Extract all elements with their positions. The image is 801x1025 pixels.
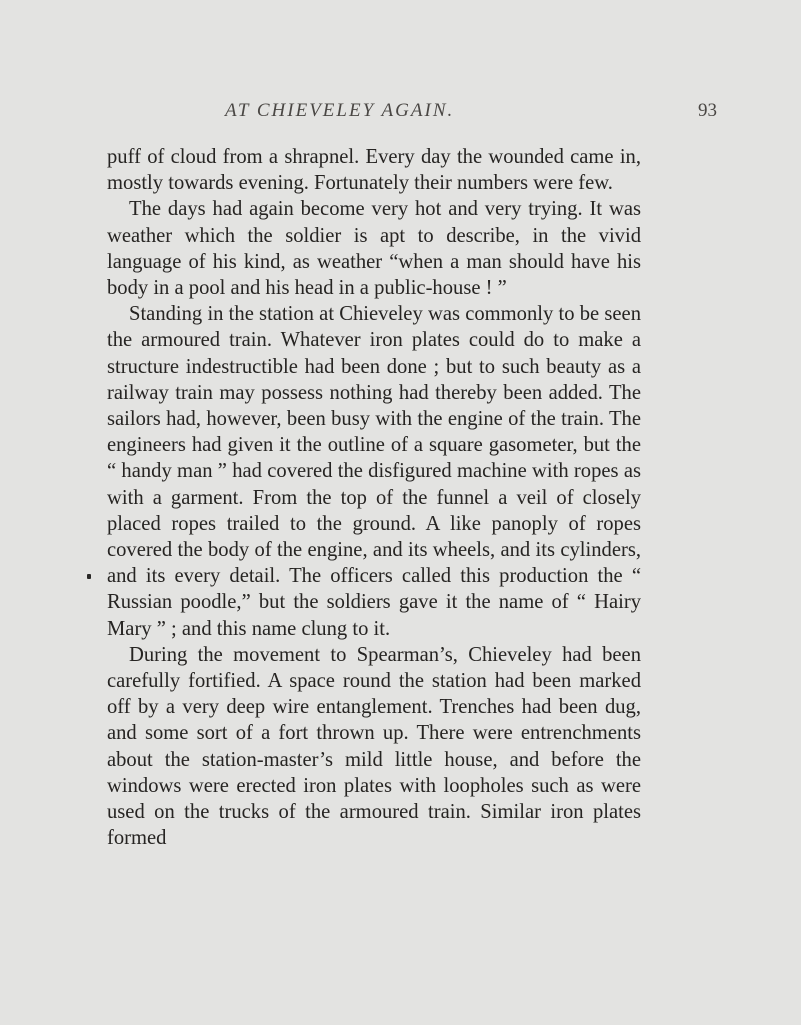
ink-speck [87, 574, 91, 579]
paragraph: Standing in the station at Chieveley was commonly to be seen the armoured train. Whatever iron plates could do to make a structure indestructible had been done ; but to such beauty as a railway train may possess nothing had thereby been added. The sailors had, however, been busy with the engine of the train. The engineers had given it the outline of a square gasometer, but the “ handy man ” had covered the disfigured machine with ropes as with a garment. From the top of the funnel a veil of closely placed ropes trailed to the ground. A like panoply of ropes covered the body of the engine, and its wheels, and its cylinders, and its every detail. The officers called this production the “ Russian poodle,” but the soldiers gave it the name of “ Hairy Mary ” ; and this name clung to it. [107, 303, 641, 640]
body-text [107, 144, 641, 851]
running-head [0, 100, 801, 126]
running-title: AT CHIEVELEY AGAIN. [225, 100, 455, 121]
paragraph: During the movement to Spearman’s, Chieveley had been carefully fortified. A space round the station had been marked off by a very deep wire entanglement. Trenches had been dug, and some sort of a fort thrown up. There were entrenchments about the station-master’s mild little house, and before the windows were erected iron plates with loopholes such as were used on the trucks of the armoured train. Similar iron plates formed [107, 643, 641, 850]
page-number: 93 [698, 100, 717, 121]
paragraph-continued: puff of cloud from a shrapnel. Every day the wounded came in, mostly towards evening. Fortunately their numbers were few. [107, 146, 641, 195]
paragraph: The days had again become very hot and very trying. It was weather which the soldier is apt to describe, in the vivid language of his kind, as weather “when a man should have his body in a pool and his head in a public-house ! ” [107, 198, 641, 300]
